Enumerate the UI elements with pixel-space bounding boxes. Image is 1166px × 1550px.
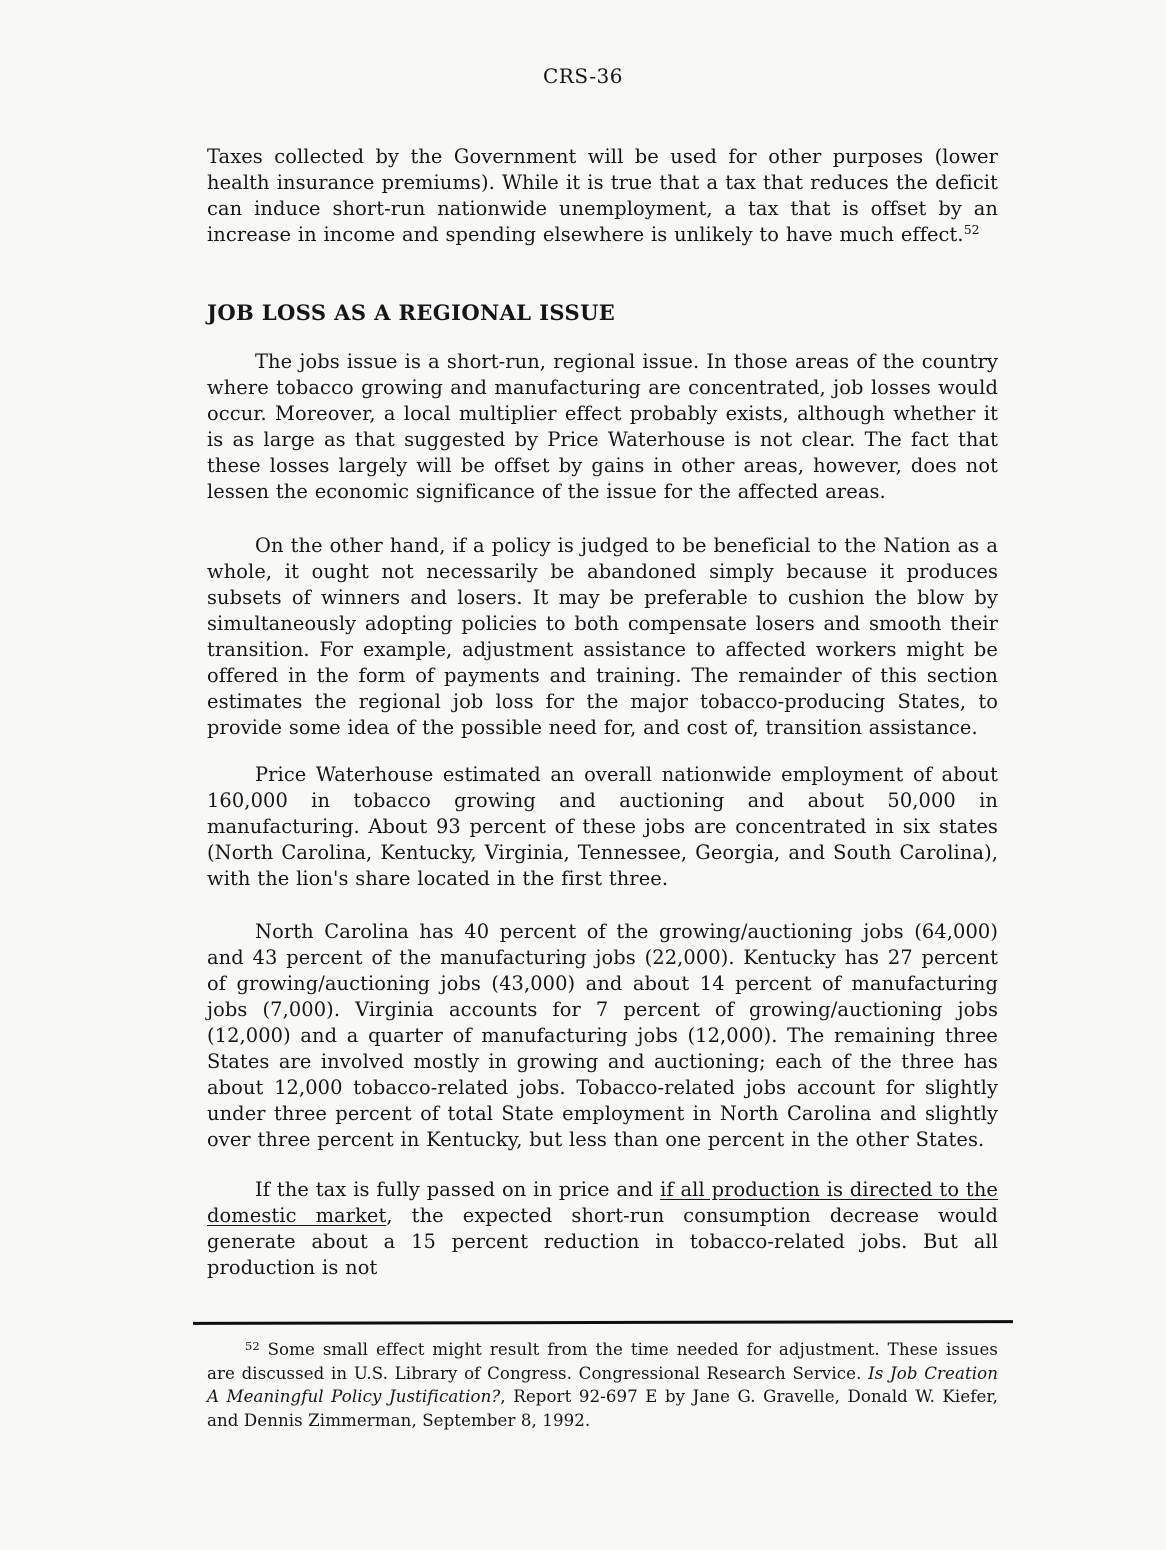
tax-passed-text-end: , the expected short-run consumption decrease would generate about a 15 percent reduction in tobacco-related jobs. But all production is not <box>207 1204 998 1279</box>
footnote-reference: 52 <box>963 222 980 237</box>
paragraph-north-carolina: North Carolina has 40 percent of the growing/auctioning jobs (64,000) and 43 percent of the manufacturing jobs (22,000). Kentucky has 27 percent of growing/auctioning jobs (43,000) and about 14 percent of manufacturing jobs (7,000). Virginia accounts for 7 percent of growing/auctioning jobs (12,000) and a quarter of manufacturing jobs (12,000). The remaining three States are involved mostly in growing and auctioning; each of the three has about 12,000 tobacco-related jobs. Tobacco-related jobs account for slightly under three percent of total State employment in North Carolina and slightly over three percent in Kentucky, but less than one percent in the other States. <box>207 920 998 1151</box>
footnote-text-end: , Report 92-697 E by Jane G. Gravelle, Donald W. Kiefer, and Dennis Zimmerman, September 8, 1992. <box>207 1387 998 1430</box>
footnote-number: 52 <box>245 1339 260 1353</box>
footnote-italic-title: Is Job Creation A Meaningful Policy Justification? <box>207 1363 998 1406</box>
paragraph-price-waterhouse: Price Waterhouse estimated an overall nationwide employment of about 160,000 in tobacco growing and auctioning and about 50,000 in manufacturing. About 93 percent of these jobs are concentrated in six states (North Carolina, Kentucky, Virginia, Tennessee, Georgia, and South Carolina), with the lion's share located in the first three. <box>207 763 998 890</box>
footnote-text-start: Some small effect might result from the time needed for adjustment. These issues are discussed in U.S. Library of Congress. Congressional Research Service. <box>207 1340 998 1383</box>
intro-paragraph-text: Taxes collected by the Government will be used for other purposes (lower health insurance premiums). While it is true that a tax that reduces the deficit can induce short-run nationwide unemployment, a tax that is offset by an increase in income and spending elsewhere is unlikely to have much effect. <box>207 145 998 246</box>
page-number-header: CRS-36 <box>542 64 623 88</box>
paragraph-jobs-issue: The jobs issue is a short-run, regional issue. In those areas of the country where tobacco growing and manufacturing are concentrated, job losses would occur. Moreover, a local multiplier effect probably exists, although whether it is as large as that suggested by Price Waterhouse is not clear. The fact that these losses largely will be offset by gains in other areas, however, does not lessen the economic significance of the issue for the affected areas. <box>207 350 998 503</box>
footnote-divider-rule <box>193 1320 1013 1325</box>
underlined-phrase: if all production is directed to the domestic market <box>207 1178 998 1227</box>
tax-passed-text-start: If the tax is fully passed on in price and <box>255 1178 661 1201</box>
footnote <box>207 1338 998 1432</box>
section-heading: JOB LOSS AS A REGIONAL ISSUE <box>207 300 616 325</box>
intro-paragraph <box>207 144 998 248</box>
paragraph-other-hand: On the other hand, if a policy is judged to be beneficial to the Nation as a whole, it ought not necessarily be abandoned simply because it produces subsets of winners and losers. It may be preferable to cushion the blow by simultaneously adopting policies to both compensate losers and smooth their transition. For example, adjustment assistance to affected workers might be offered in the form of payments and training. The remainder of this section estimates the regional job loss for the major tobacco-producing States, to provide some idea of the possible need for, and cost of, transition assistance. <box>207 534 998 739</box>
paragraph-tax-passed <box>207 1177 998 1281</box>
